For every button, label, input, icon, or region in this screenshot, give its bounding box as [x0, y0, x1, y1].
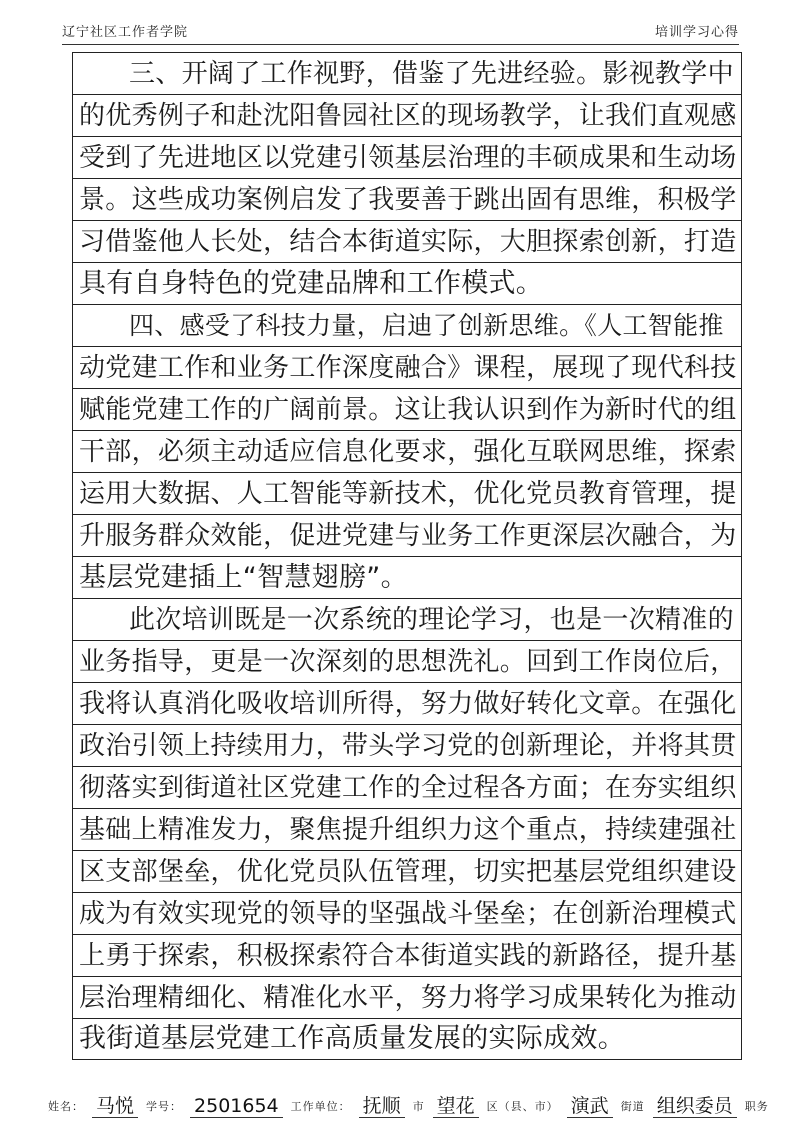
text-line-content: 四、感受了科技力量，启迪了创新思维。《人工智能推 — [129, 311, 724, 340]
text-line-content: 动党建工作和业务工作深度融合》课程，展现了现代科技 — [79, 353, 737, 383]
work-unit-label: 工作单位： — [290, 1100, 351, 1113]
text-line-content: 成为有效实现党的领导的坚强战斗堡垒；在创新治理模式 — [79, 899, 737, 929]
text-line-content: 此次培训既是一次系统的理论学习，也是一次精准的 — [129, 605, 734, 635]
street-suffix: 街道 — [620, 1100, 645, 1113]
position-value: 组织委员 — [653, 1095, 737, 1118]
student-id-label: 学号： — [146, 1100, 183, 1113]
text-line — [73, 346, 741, 388]
text-line — [73, 598, 741, 640]
text-line — [73, 472, 741, 514]
text-line — [73, 178, 741, 220]
text-line — [73, 976, 741, 1018]
name-label: 姓名： — [48, 1100, 84, 1113]
text-line-content: 具有自身特色的党建品牌和工作模式。 — [79, 268, 544, 299]
text-line-content: 景。这些成功案例启发了我要善于跳出固有思维，积极学 — [79, 185, 737, 215]
text-line-content: 上勇于探索，积极探索符合本街道实践的新路径，提升基 — [79, 941, 737, 971]
position-label: 职务 — [744, 1100, 769, 1113]
text-line — [73, 724, 741, 766]
text-line-content: 基础上精准发力，聚焦提升组织力这个重点，持续建强社 — [79, 815, 737, 845]
page-header — [62, 22, 739, 45]
text-line-content: 彻落实到街道社区党建工作的全过程各方面；在夯实组织 — [79, 773, 737, 803]
text-line-content: 三、开阔了工作视野，借鉴了先进经验。影视教学中 — [129, 59, 734, 89]
text-line — [73, 94, 741, 136]
text-line — [73, 682, 741, 724]
text-line-content: 我街道基层党建工作高质量发展的实际成效。 — [79, 1023, 625, 1054]
text-line — [73, 766, 741, 808]
text-line — [73, 1018, 741, 1060]
text-line — [73, 892, 741, 934]
text-line — [73, 640, 741, 682]
text-line — [73, 304, 741, 346]
header-institution: 辽宁社区工作者学院 — [62, 25, 189, 40]
signature-footer — [48, 1088, 769, 1124]
text-line-content: 层治理精细化、精准化水平，努力将学习成果转化为推动 — [79, 983, 737, 1013]
text-line-content: 运用大数据、人工智能等新技术，优化党员教育管理，提 — [79, 479, 737, 509]
city-value: 抚顺 — [359, 1095, 405, 1118]
text-line-content: 基层党建插上“智慧翅膀”。 — [79, 562, 408, 593]
text-line — [73, 262, 741, 304]
text-line — [73, 556, 741, 598]
text-line — [73, 388, 741, 430]
text-line-content: 区支部堡垒，优化党员队伍管理，切实把基层党组织建设 — [79, 857, 737, 887]
text-line-content: 受到了先进地区以党建引领基层治理的丰硕成果和生动场 — [79, 143, 737, 173]
text-line — [73, 850, 741, 892]
text-line-content: 业务指导，更是一次深刻的思想洗礼。回到工作岗位后， — [79, 647, 737, 677]
city-suffix: 市 — [412, 1100, 425, 1113]
text-line-content: 干部，必须主动适应信息化要求，强化互联网思维，探索 — [79, 437, 737, 467]
district-suffix: 区（县、市） — [486, 1100, 559, 1113]
student-id-value: 2501654 — [190, 1095, 283, 1118]
text-line — [73, 808, 741, 850]
text-line-content: 升服务群众效能，促进党建与业务工作更深层次融合，为 — [79, 521, 737, 551]
text-line-content: 赋能党建工作的广阔前景。这让我认识到作为新时代的组 — [79, 395, 737, 425]
text-line-content: 的优秀例子和赴沈阳鲁园社区的现场教学，让我们直观感 — [79, 101, 737, 131]
text-line — [73, 514, 741, 556]
text-line — [73, 136, 741, 178]
text-line — [73, 430, 741, 472]
street-value: 演武 — [567, 1095, 613, 1118]
text-line-content: 习借鉴他人长处，结合本街道实际，大胆探索创新，打造 — [79, 227, 737, 257]
header-document-title: 培训学习心得 — [654, 25, 739, 40]
text-line — [73, 220, 741, 262]
ruled-writing-grid — [72, 52, 742, 1060]
text-line — [73, 52, 741, 94]
text-line-content: 政治引领上持续用力，带头学习党的创新理论，并将其贯 — [79, 731, 737, 761]
text-line-content: 我将认真消化吸收培训所得，努力做好转化文章。在强化 — [79, 689, 737, 719]
text-line — [73, 934, 741, 976]
district-value: 望花 — [433, 1095, 479, 1118]
name-value: 马悦 — [92, 1095, 138, 1118]
